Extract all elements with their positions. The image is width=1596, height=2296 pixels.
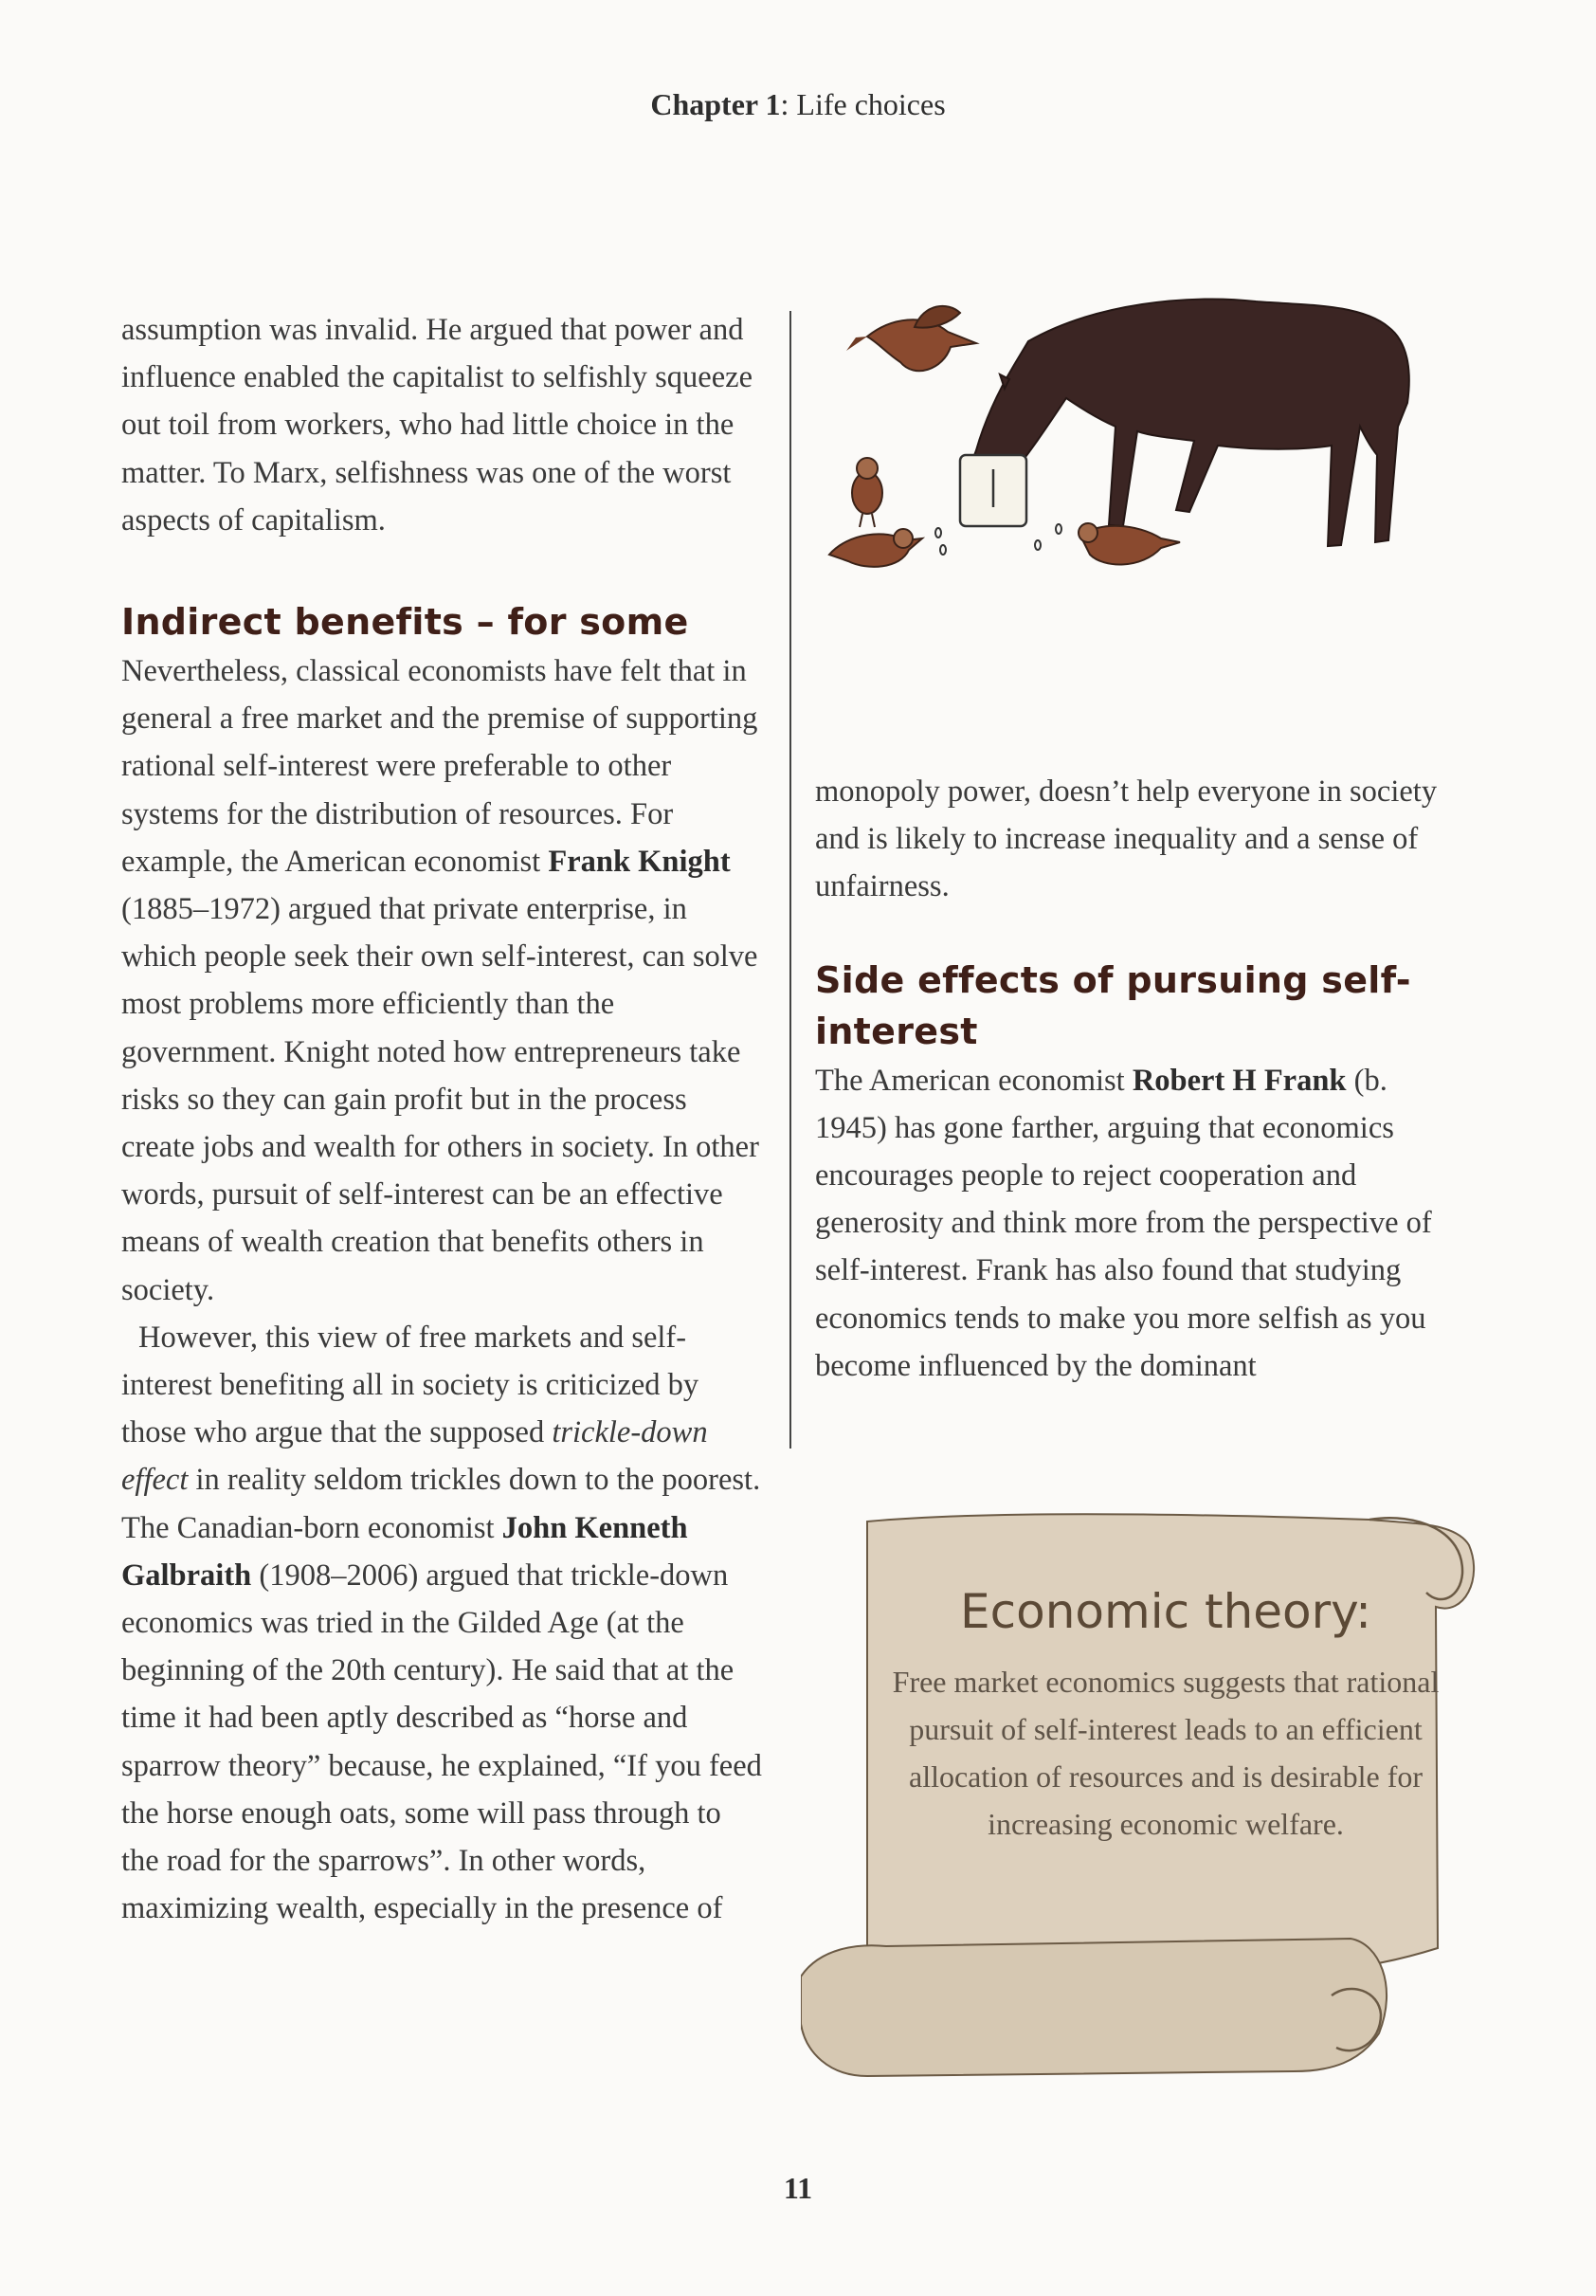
heading-side-effects: Side effects of pursuing self-interest	[815, 958, 1411, 1052]
term-trickle-down: trickle-down effect	[121, 1415, 708, 1498]
name-frank-knight: Frank Knight	[548, 844, 731, 879]
heading-indirect-benefits: Indirect benefits – for some	[121, 601, 689, 644]
horse-icon	[964, 299, 1409, 546]
economic-theory-title: Economic theory:	[960, 1584, 1371, 1639]
name-robert-frank: Robert H Frank	[1132, 1063, 1347, 1098]
flying-sparrow-icon	[846, 306, 976, 371]
running-head	[0, 87, 1596, 122]
text-segment: (1908–2006) argued that trickle-down economics was tried in the Gilded Age (at the beginning of the 20th century). He said that at the time it had been aptly described as “horse and sparrow theory” because, he explained, “If you feed the horse enough oats, some will pass through to the road for the sparrows”. In other words, maximizing wealth, especially in the presence of	[121, 1558, 762, 1926]
chapter-title: : Life choices	[780, 87, 946, 121]
text-segment: However, this view of free markets and self-interest benefiting all in society is criticized by those who argue that the supposed	[121, 1320, 699, 1450]
sparrow-ground-left-icon	[829, 529, 922, 567]
horse-and-sparrows-illustration	[810, 284, 1464, 730]
name-galbraith: John Kenneth Galbraith	[121, 1510, 688, 1593]
sparrow-ground-right-icon	[1079, 523, 1180, 564]
text-segment: Nevertheless, classical economists have felt that in general a free market and the premise of supporting rational self-interest were preferable to other systems for the distribution of resources. For example, the American economist	[121, 654, 758, 879]
oat-bucket-icon	[960, 455, 1026, 526]
sparrow-perched-icon	[852, 458, 882, 527]
paragraph-knight	[121, 647, 766, 1314]
page-number: 11	[783, 2171, 813, 2205]
chapter-label: Chapter 1	[650, 87, 781, 121]
text-segment: The American economist	[815, 1063, 1133, 1098]
text-segment: in reality seldom trickles down to the poorest. The Canadian-born economist	[121, 1463, 761, 1545]
paragraph-marx: assumption was invalid. He argued that power and influence enabled the capitalist to selfishly squeeze out toil from workers, who had little choice in the matter. To Marx, selfishness was one of the worst aspects of capitalism.	[121, 313, 753, 538]
economic-theory-body: Free market economics suggests that rational pursuit of self-interest leads to an efficient allocation of resources and is desirable for increasing economic welfare.	[892, 1665, 1440, 1841]
right-column	[815, 768, 1460, 1390]
paragraph-monopoly: monopoly power, doesn’t help everyone in society and is likely to increase inequality and a sense of unfairness.	[815, 774, 1438, 904]
economic-theory-box	[862, 1578, 1469, 1848]
oats-icon	[935, 524, 1061, 555]
text-segment: (b. 1945) has gone farther, arguing that economics encourages people to reject cooperation and generosity and think more from the perspective of self-interest. Frank has also found that studying economics tends to make you more selfish as you become influenced by the dominant	[815, 1063, 1432, 1383]
paragraph-robert-frank	[815, 1057, 1460, 1390]
column-divider	[789, 311, 791, 1449]
left-column	[121, 306, 766, 1933]
paragraph-galbraith	[121, 1314, 766, 1933]
text-segment: (1885–1972) argued that private enterprise, in which people seek their own self-interest, can solve most problems more efficiently than the government. Knight noted how entrepreneurs take risks so they can gain profit but in the process create jobs and wealth for others in society. In other words, pursuit of self-interest can be an effective means of wealth creation that benefits others in society.	[121, 892, 759, 1307]
